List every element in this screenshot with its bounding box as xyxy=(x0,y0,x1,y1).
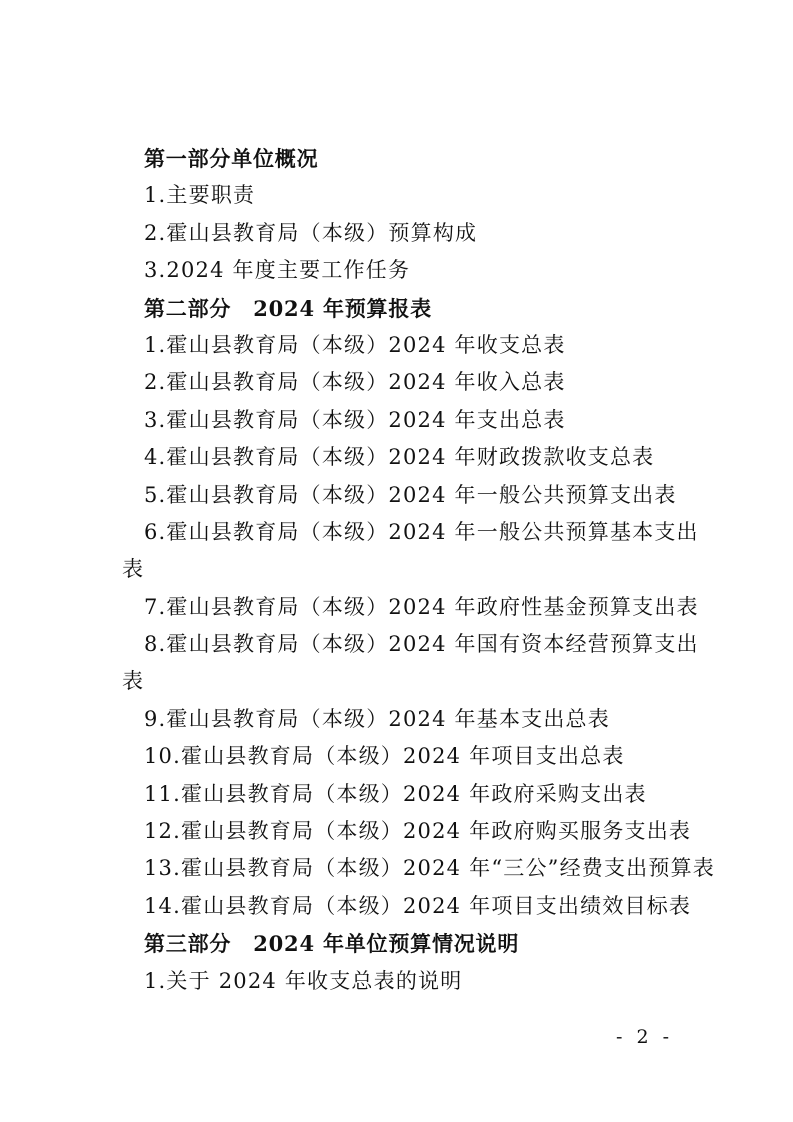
part2-heading xyxy=(0,290,793,327)
part1-heading: 第一部分单位概况 xyxy=(144,146,319,171)
toc-item: 10.霍山县教育局（本级）2024 年项目支出总表 xyxy=(144,744,625,769)
document-body xyxy=(0,140,793,1000)
part3-heading-prefix: 第三部分 xyxy=(144,931,232,957)
toc-item: 9.霍山县教育局（本级）2024 年基本支出总表 xyxy=(144,706,610,731)
toc-item: 14.霍山县教育局（本级）2024 年项目支出绩效目标表 xyxy=(144,893,692,918)
toc-item: 3.霍山县教育局（本级）2024 年支出总表 xyxy=(144,407,566,432)
part2-heading-prefix: 第二部分 xyxy=(144,295,232,321)
toc-item: 6.霍山县教育局（本级）2024 年一般公共预算基本支出 xyxy=(144,519,699,544)
part2-heading-main: 2024 年预算报表 xyxy=(253,295,432,321)
toc-item: 4.霍山县教育局（本级）2024 年财政拨款收支总表 xyxy=(144,445,655,470)
part3-heading-main: 2024 年单位预算情况说明 xyxy=(253,931,520,957)
toc-item: 8.霍山县教育局（本级）2024 年国有资本经营预算支出 xyxy=(144,632,699,657)
toc-item: 2.霍山县教育局（本级）2024 年收入总表 xyxy=(144,370,566,395)
toc-item: 11.霍山县教育局（本级）2024 年政府采购支出表 xyxy=(144,781,647,806)
toc-item: 1.关于 2024 年收支总表的说明 xyxy=(144,968,463,993)
toc-item: 12.霍山县教育局（本级）2024 年政府购买服务支出表 xyxy=(144,819,692,844)
toc-item-continuation: 表 xyxy=(122,669,145,694)
toc-item: 2.霍山县教育局（本级）预算构成 xyxy=(144,220,478,245)
page-number: - 2 - xyxy=(616,1026,674,1048)
toc-item: 5.霍山县教育局（本级）2024 年一般公共预算支出表 xyxy=(144,482,677,507)
toc-item: 13.霍山县教育局（本级）2024 年“三公”经费支出预算表 xyxy=(144,856,715,881)
toc-item-continuation: 表 xyxy=(122,557,145,582)
part3-heading xyxy=(0,925,793,962)
toc-item: 1.霍山县教育局（本级）2024 年收支总表 xyxy=(144,332,566,357)
toc-item: 3.2024 年度主要工作任务 xyxy=(144,258,411,283)
toc-item: 7.霍山县教育局（本级）2024 年政府性基金预算支出表 xyxy=(144,594,699,619)
toc-item: 1.主要职责 xyxy=(144,183,256,208)
